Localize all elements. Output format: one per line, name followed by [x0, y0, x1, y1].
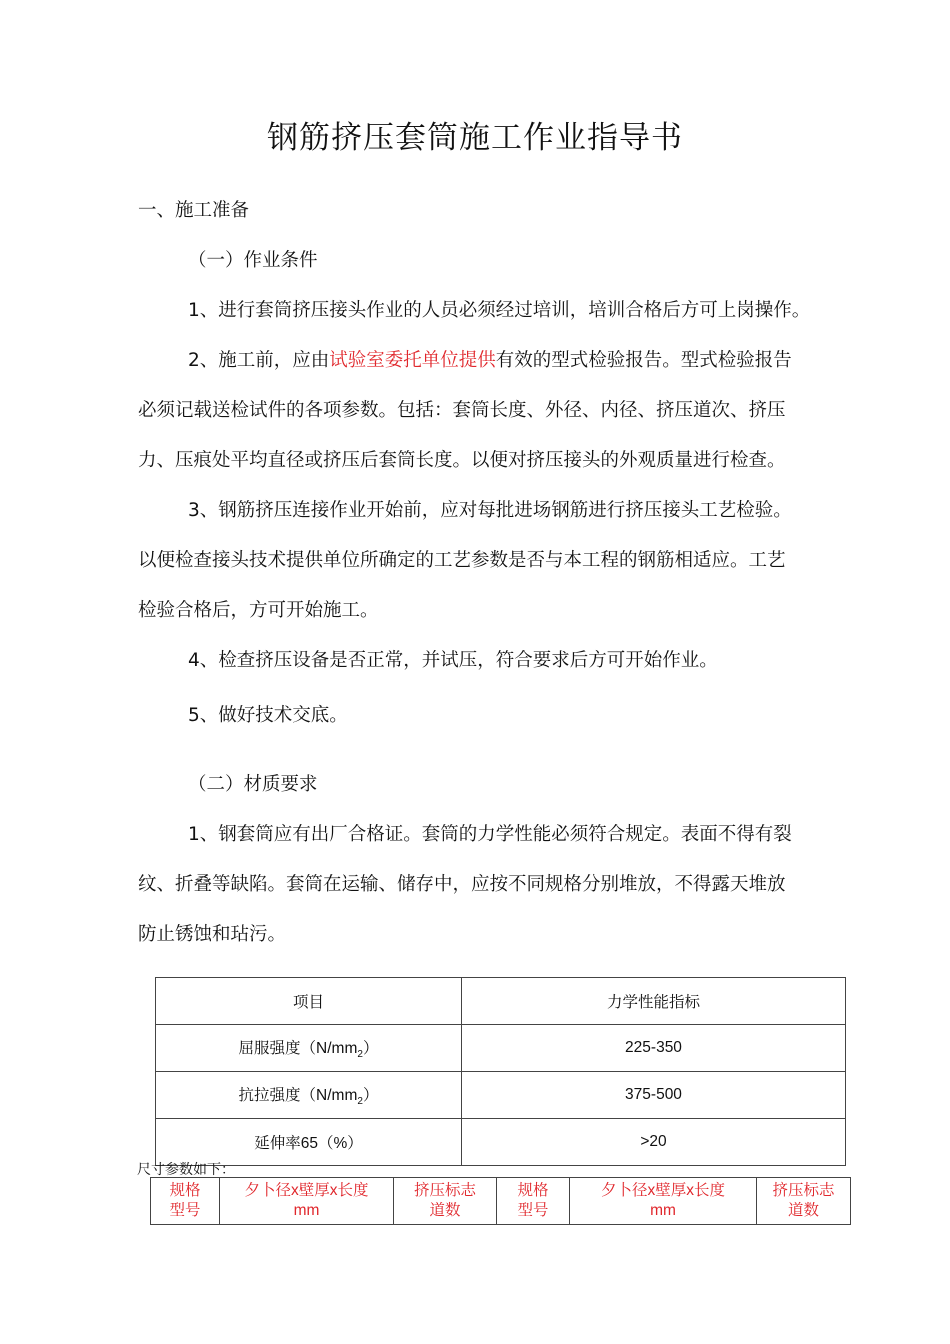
table-cell-value: >20: [462, 1119, 846, 1166]
paragraph-2-text-a: 2、施工前，应由: [188, 350, 330, 371]
section-heading-preparation: 一、施工准备: [138, 200, 250, 221]
table-row: [156, 1025, 846, 1072]
table-cell-item: 抗拉强度$(N/mm_2)$: [156, 1072, 462, 1119]
table-header-cell: 力学性能指标: [462, 978, 846, 1025]
paragraph-4: 4、检查挤压设备是否正常，并试压，符合要求后方可开始作业。: [188, 650, 718, 671]
table-header-cell: 夕卜径x壁厚x长度 mm: [570, 1178, 757, 1225]
material-paragraph-line-2: 纹、折叠等缺陷。套筒在运输、储存中，应按不同规格分别堆放，不得露天堆放: [138, 874, 786, 895]
paragraph-1: 1、进行套筒挤压接头作业的人员必须经过培训，培训合格后方可上岗操作。: [188, 300, 811, 321]
table-header-cell: 规格 型号: [497, 1178, 570, 1225]
mechanical-properties-table: [155, 977, 846, 1166]
table-row: [156, 1072, 846, 1119]
table-header-cell: 挤压标志 道数: [394, 1178, 497, 1225]
table-header-cell: 挤压标志 道数: [757, 1178, 851, 1225]
material-paragraph-line-1: 1、钢套筒应有出厂合格证。套筒的力学性能必须符合规定。表面不得有裂: [188, 824, 792, 845]
table-header-row: [156, 978, 846, 1025]
material-paragraph-line-3: 防止锈蚀和玷污。: [138, 924, 287, 945]
paragraph-2-line-3: 力、压痕处平均直径或挤压后套筒长度。以便对挤压接头的外观质量进行检查。: [138, 450, 786, 471]
table-header-cell: 规格 型号: [151, 1178, 220, 1225]
table-cell-item: 延伸率65（%）: [156, 1119, 462, 1166]
table-header-row: [151, 1178, 851, 1225]
paragraph-2-line-1: [188, 346, 792, 372]
table-caption: 尺寸参数如下：: [137, 1162, 235, 1178]
table-cell-value: 375-500: [462, 1072, 846, 1119]
subheading-material-requirements: （二）材质要求: [188, 774, 318, 795]
paragraph-2-line-2: 必须记载送检试件的各项参数。包括：套筒长度、外径、内径、挤压道次、挤压: [138, 400, 786, 421]
table-header-cell: 项目: [156, 978, 462, 1025]
paragraph-3-line-1: 3、钢筋挤压连接作业开始前，应对每批进场钢筋进行挤压接头工艺检验。: [188, 500, 792, 521]
table-header-cell: 夕卜径x壁厚x长度 mm: [220, 1178, 394, 1225]
table-cell-value: 225-350: [462, 1025, 846, 1072]
dimension-parameters-table: [150, 1177, 851, 1225]
paragraph-5: 5、做好技术交底。: [188, 705, 348, 726]
subheading-work-conditions: （一）作业条件: [188, 250, 318, 271]
table-row: [156, 1119, 846, 1166]
paragraph-2-text-b: 有效的型式检验报告。型式检验报告: [495, 350, 792, 371]
paragraph-3-line-3: 检验合格后，方可开始施工。: [138, 600, 379, 621]
table-cell-item: 屈服强度$(N/mm_2)$: [156, 1025, 462, 1072]
highlighted-text: 试验室委托单位提供: [329, 350, 496, 371]
document-title: 钢筋挤压套筒施工作业指导书: [267, 120, 683, 156]
paragraph-3-line-2: 以便检查接头技术提供单位所确定的工艺参数是否与本工程的钢筋相适应。工艺: [138, 550, 786, 571]
